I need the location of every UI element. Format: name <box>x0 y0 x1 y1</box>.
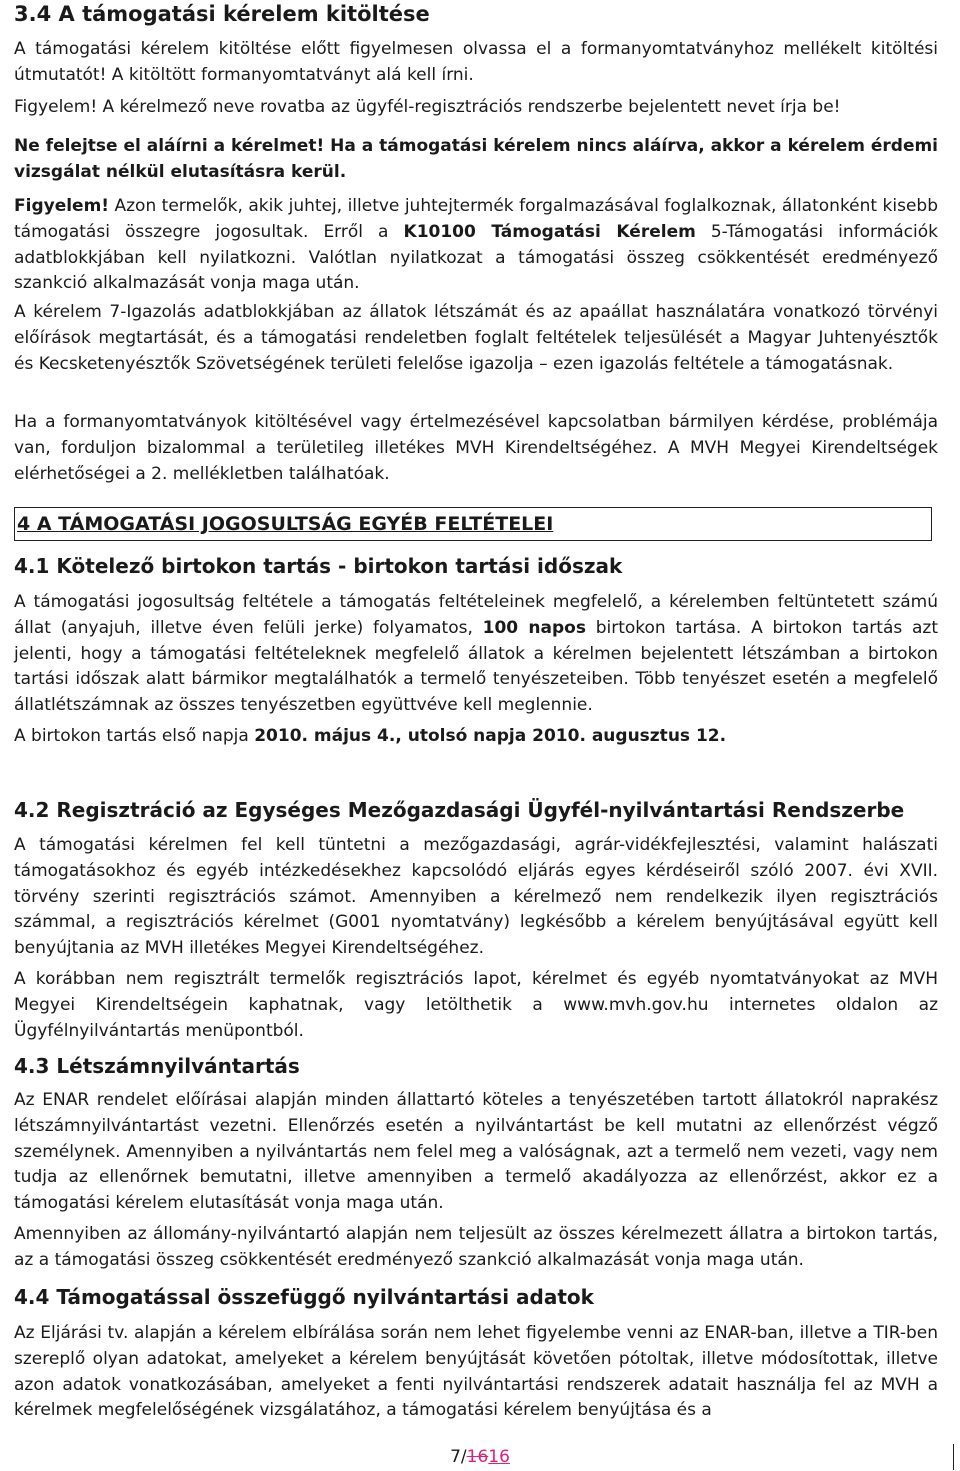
page-number: 7/1616 <box>450 1447 510 1467</box>
section-4-heading: 4 A TÁMOGATÁSI JOGOSULTSÁG EGYÉB FELTÉTELEI <box>14 507 932 541</box>
signature-warning: Ne felejtse el aláírni a kérelmet! Ha a támogatási kérelem nincs aláírva, akkor a kérelem érdemi vizsgálat nélkül elutasításra kerül. <box>14 136 939 182</box>
certification-paragraph: A kérelem 7-Igazolás adatblokkjában az állatok létszámát és az apaállat használatára vonatkozó törvényi előírások megtartását, és a támogatási rendeletben foglalt feltételek teljesülését a Magyar Juhtenyésztők és Kecsketenyésztők Szövetségének területi felelőse igazolja – ezen igazolás feltétele a támogatásnak. <box>14 302 938 374</box>
headcount-register-paragraph: Az ENAR rendelet előírásai alapján minden állattartó köteles a tenyészetében tartott állatokról naprakész létszámnyilvántartást vezetni. Ellenőrzés esetén a nyilvántartást be kell mutatni az ellenőrzést végző személynek. Amennyiben a nyilvántartás nem felel meg a valóságnak, azt a termelő nem vezeti, vagy nem tudja az ellenőrnek bemutatni, illetve amennyiben a termelő akadályozza az ellenőrzést, akkor ez a támogatási kérelem elutasítását vonja maga után. <box>14 1090 938 1214</box>
section-4-1-heading: 4.1 Kötelező birtokon tartás - birtokon tartási időszak <box>14 554 623 578</box>
holding-requirement-paragraph: A támogatási jogosultság feltétele a támogatás feltételeinek megfelelő, a kérelemben feltüntetett számú állat (anyajuh, illetve éven felüli jerke) folyamatos, 100 napos birtokon tartása. A birtokon tartás azt jelenti, hogy a támogatási feltételeknek megfelelő állatok a kérelmen bejelentett létszámban a birtokon tartási időszak alatt bármikor megtalálhatók a termelő tenyészeteiben. Több tenyészet esetén a megfelelő állatlétszámnak az összes tenyészetben együttvéve kell meglennie. <box>14 592 938 716</box>
registry-data-paragraph: Az Eljárási tv. alapján a kérelem elbírálása során nem lehet figyelembe venni az ENAR-ban, illetve a TIR-ben szereplő olyan adatokat, amelyeket a kérelem benyújtását követően pótoltak, illetve módosítottak, illetve azon adatok vonatkozásában, amelyeket a fenti nyilvántartási rendszerek adatait használja fel az MVH a kérelmek megfelelőségének vizsgálatához, a támogatási kérelem benyújtása és a <box>14 1323 938 1421</box>
section-4-4-heading: 4.4 Támogatással összefüggő nyilvántartási adatok <box>14 1285 594 1309</box>
name-field-note: Figyelem! A kérelmező neve rovatba az ügyfél-regisztrációs rendszerbe bejelentett nevet írja be! <box>14 97 841 117</box>
registration-paragraph: A támogatási kérelmen fel kell tüntetni a mezőgazdasági, agrár-vidékfejlesztési, valamint halászati támogatásokhoz és egyéb intézkedésekhez kapcsolódó eljárás egyes kérdéseiről szóló 2007. évi XVII. törvény szerinti regisztrációs számot. Amennyiben a kérelmező nem rendelkezik ilyen regisztrációs számmal, a regisztrációs kérelmet (G001 nyomtatvány) legkésőbb a kérelem benyújtásával együtt kell benyújtania az MVH illetékes Megyei Kirendeltségéhez. <box>14 835 938 959</box>
contact-paragraph: Ha a formanyomtatványok kitöltésével vagy értelmezésével kapcsolatban bármilyen kérdése, problémája van, forduljon bizalommal a területileg illetékes MVH Kirendeltségéhez. A MVH Megyei Kirendeltségek elérhetőségei a 2. mellékletben találhatóak. <box>14 412 938 484</box>
sanction-paragraph: Amennyiben az állomány-nyilvántartó alapján nem teljesült az összes kérelmezett állatra a birtokon tartás, az a támogatási összeg csökkentését eredményező szankció alkalmazását vonja maga után. <box>14 1224 938 1270</box>
section-4-3-heading: 4.3 Létszámnyilvántartás <box>14 1054 300 1078</box>
deleted-revision: 16 <box>466 1447 489 1467</box>
change-bar <box>953 1444 954 1470</box>
intro-paragraph: A támogatási kérelem kitöltése előtt figyelmesen olvassa el a formanyomtatványhoz mellékelt kitöltési útmutatót! A kitöltött formanyomtatványt alá kell írni. <box>14 39 938 85</box>
milk-producers-note: Figyelem! Azon termelők, akik juhtej, illetve juhtejtermék forgalmazásával foglalkoznak, állatonként kisebb támogatási összegre jogosultak. Erről a K10100 Támogatási Kérelem 5-Támogatási információk adatblokkjában kell nyilatkozni. Valótlan nyilatkozat a támogatási összeg csökkentését eredményező szankció alkalmazását vonja maga után. <box>14 196 938 294</box>
section-4-2-heading: 4.2 Regisztráció az Egységes Mezőgazdasági Ügyfél-nyilvántartási Rendszerbe <box>14 798 905 822</box>
registration-download-paragraph: A korábban nem regisztrált termelők regisztrációs lapot, kérelmet és egyéb nyomtatványokat az MVH Megyei Kirendeltségein kaphatnak, vagy letölthetik a www.mvh.gov.hu internetes oldalon az Ügyfélnyilvántartás menüpontból. <box>14 969 938 1041</box>
holding-period-dates: A birtokon tartás első napja 2010. május 4., utolsó napja 2010. augusztus 12. <box>14 726 727 746</box>
inserted-revision: 16 <box>488 1447 510 1467</box>
section-3-4-heading: 3.4 A támogatási kérelem kitöltése <box>14 2 430 26</box>
